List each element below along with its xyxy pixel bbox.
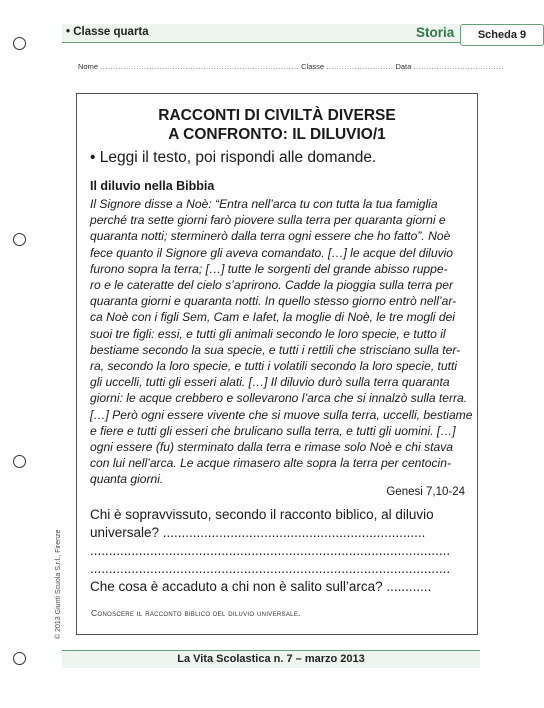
name-label: Nome [78, 62, 99, 71]
class-field-label: Classe [301, 62, 325, 71]
passage-line: […] Però ogni essere vivente che si muove sulla terra, uccelli, bestiame [90, 407, 473, 422]
binder-hole [13, 37, 26, 50]
date-label: Data [395, 62, 412, 71]
passage-line: ra, secondo la loro specie, e tutti i volatili secondo la loro specie, tutti [90, 359, 458, 374]
binder-hole [13, 233, 26, 246]
question-1: Chi è sopravvissuto, secondo il racconto biblico, al diluvio [90, 507, 434, 522]
section-heading: Il diluvio nella Bibbia [90, 179, 215, 193]
instruction: • Leggi il testo, poi rispondi alle domande. [90, 149, 377, 166]
passage-line: giorni: le acque crebbero e sollevarono l’arca che si innalzò sulla terra. [90, 391, 468, 406]
date-field[interactable]: ................................... [413, 62, 504, 71]
passage-line: con lui nell’arca. Le acque rimasero alte sopra la terra per centocin- [90, 456, 451, 471]
student-info-line [78, 62, 504, 71]
copyright-notice: © 2013 Giunti Scuola S.r.l., Firenze [55, 529, 62, 639]
passage-line: perché tra sette giorni farò piovere sulla terra per quaranta giorni e [90, 213, 446, 228]
bible-passage [90, 196, 473, 488]
title-line: RACCONTI DI CIVILTÀ DIVERSE [158, 107, 396, 124]
learning-objective: Conoscere il racconto biblico del diluvio universale. [91, 608, 301, 618]
passage-line: bestiame secondo la sua specie, e tutti i rettili che strisciano sulla ter- [90, 342, 461, 357]
passage-line: ogni essere (fu) sterminato dalla terra e rimase solo Noè e chi stava [90, 440, 453, 455]
passage-line: e fiere e tutti gli esseri che brulicano sulla terra, e tutti gli uomini. […] [90, 423, 456, 438]
passage-line: Il Signore disse a Noè: “Entra nell’arca tu con tutta la tua famiglia [90, 197, 438, 211]
binder-hole [13, 455, 26, 468]
class-field[interactable]: .......................... [326, 62, 394, 71]
passage-line: furono sopra la terra; […] tutte le sorgenti del grande abisso ruppe- [90, 261, 448, 276]
answer-line[interactable]: universale? ...................................................................... [90, 525, 426, 540]
answer-line[interactable]: ................................................................................................ [90, 561, 451, 576]
title-line: A CONFRONTO: IL DILUVIO/1 [168, 126, 386, 143]
passage-line: quaranta notti; sterminerò dalla terra ogni essere che ho fatto”. Noè [90, 229, 451, 244]
binder-hole [13, 652, 26, 665]
passage-line: ca Noè con i figli Sem, Cam e Iafet, la moglie di Noè, le tre mogli dei [90, 310, 455, 325]
passage-line: quaranta giorni e quaranta notti. In quello stesso giorno entrò nell’ar- [90, 294, 457, 309]
subject-label: Storia [416, 25, 455, 40]
name-field[interactable]: ............................................................................. [100, 62, 300, 71]
passage-line: fece quanto il Signore gli aveva comandato. […] le acque del diluvio [90, 245, 454, 260]
source-reference: Genesi 7,10-24 [386, 486, 465, 498]
footer-bar: La Vita Scolastica n. 7 – marzo 2013 [62, 650, 480, 668]
passage-line: quanta giorni. [90, 472, 164, 487]
worksheet-title [77, 106, 477, 144]
passage-line: gli uccelli, tutti gli esseri alati. […] Il diluvio durò sulla terra quaranta [90, 375, 450, 390]
sheet-number: Scheda 9 [460, 24, 544, 46]
worksheet-frame [76, 93, 478, 635]
answer-line[interactable]: ................................................................................................ [90, 543, 451, 558]
header-bar [62, 24, 527, 43]
passage-line: ro e le cateratte del cielo s’aprirono. Cadde la pioggia sulla terra per [90, 278, 454, 293]
class-label: • Classe quarta [66, 26, 149, 38]
question-2[interactable]: Che cosa è accaduto a chi non è salito sull’arca? ............ [90, 579, 432, 594]
passage-line: suoi tre figli: essi, e tutti gli animali secondo le loro specie, e tutto il [90, 326, 446, 341]
